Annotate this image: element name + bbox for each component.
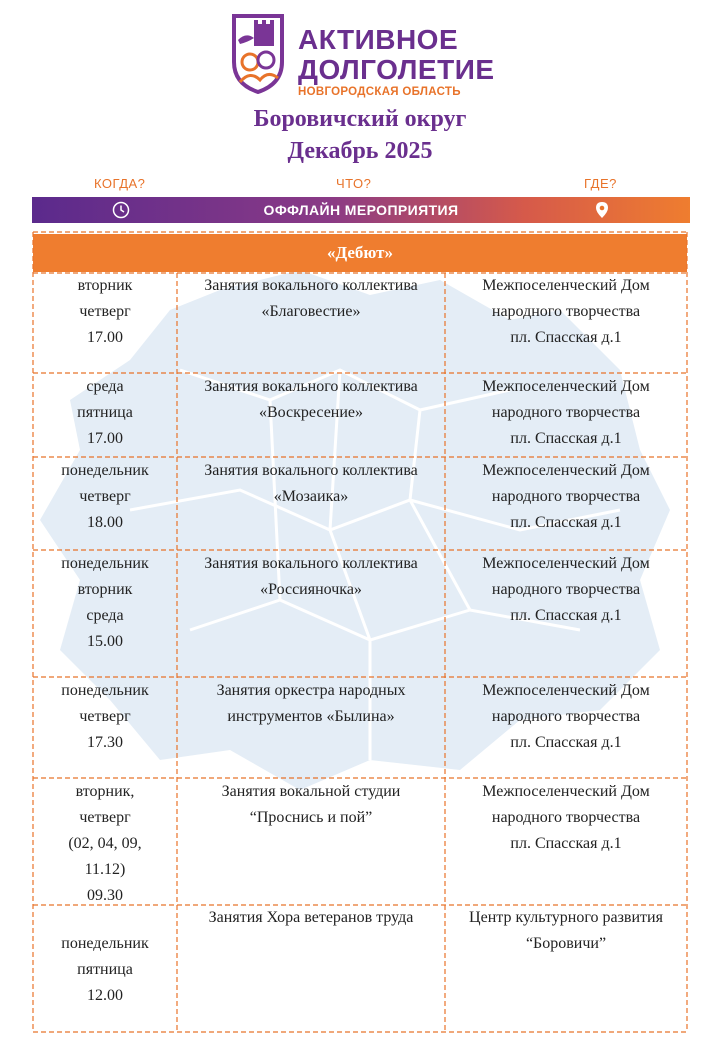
row-6-what-line: Занятия вокальной студии	[221, 783, 401, 800]
district-title: Боровичский округ	[253, 106, 467, 132]
row-5-what-line: инструментов «Былина»	[227, 708, 395, 725]
period-title: Декабрь 2025	[287, 138, 433, 164]
row-4-what	[178, 551, 444, 603]
row-5-what	[178, 678, 444, 730]
row-2-what	[178, 374, 444, 426]
row-4-what-line: Занятия вокального коллектива	[204, 555, 418, 572]
row-6-where-line: народного творчества	[491, 809, 641, 826]
row-5-when-line: четверг	[79, 708, 131, 725]
row-6-when-line: вторник,	[75, 783, 135, 800]
row-3-when-line: четверг	[79, 488, 131, 505]
row-1-where-line: Межпоселенческий Дом	[482, 277, 650, 294]
row-1-where-line: пл. Спасская д.1	[510, 329, 622, 346]
row-5-when	[34, 678, 176, 756]
logo-line-3: НОВГОРОДСКАЯ ОБЛАСТЬ	[298, 86, 461, 98]
logo-emblem-icon	[228, 10, 288, 94]
row-7-what-line: Занятия Хора ветеранов труда	[208, 909, 414, 926]
row-3-when-line: 18.00	[87, 514, 123, 531]
band-label: ОФФЛАЙН МЕРОПРИЯТИЯ	[263, 202, 459, 218]
location-pin-icon	[595, 201, 609, 219]
row-1-where-line: народного творчества	[491, 303, 641, 320]
row-3-when	[34, 458, 176, 536]
row-1-when-line: 17.00	[87, 329, 123, 346]
row-6-when-line: 09.30	[87, 887, 123, 904]
row-1-where	[446, 273, 686, 351]
row-7-when	[34, 931, 176, 1009]
row-5-where	[446, 678, 686, 756]
row-6-when	[34, 779, 176, 909]
row-3-where-line: пл. Спасская д.1	[510, 514, 622, 531]
row-5-where-line: Межпоселенческий Дом	[482, 682, 650, 699]
row-7-where-line: Центр культурного развития	[469, 909, 663, 926]
row-1-when	[34, 273, 176, 351]
row-7-when-line: пятница	[77, 961, 133, 978]
row-5-when-line: понедельник	[61, 682, 149, 699]
row-2-when-line: пятница	[77, 404, 133, 421]
row-4-where	[446, 551, 686, 629]
row-6-when-line: четверг	[79, 809, 131, 826]
logo-line-2: ДОЛГОЛЕТИЕ	[298, 54, 495, 85]
logo-line-1: АКТИВНОЕ	[298, 24, 459, 55]
row-3-where	[446, 458, 686, 536]
row-4-where-line: пл. Спасская д.1	[510, 607, 622, 624]
row-1-when-line: четверг	[79, 303, 131, 320]
section-debut-header: «Дебют»	[33, 234, 687, 272]
row-1-what-line: «Благовестие»	[261, 303, 361, 320]
active-longevity-logo	[228, 10, 498, 96]
row-2-where	[446, 374, 686, 452]
column-header-what: ЧТО?	[336, 176, 372, 191]
offline-events-band	[32, 197, 690, 223]
row-2-when	[34, 374, 176, 452]
row-7-where-line: “Боровичи”	[525, 935, 607, 952]
row-4-what-line: «Россияночка»	[260, 581, 362, 598]
row-5-what-line: Занятия оркестра народных	[216, 682, 406, 699]
row-6-where	[446, 779, 686, 857]
row-2-what-line: «Воскресение»	[258, 404, 364, 421]
row-1-what	[178, 273, 444, 325]
row-1-when-line: вторник	[77, 277, 133, 294]
row-3-what-line: Занятия вокального коллектива	[204, 462, 418, 479]
row-3-what	[178, 458, 444, 510]
row-7-when-line: понедельник	[61, 935, 149, 952]
row-4-when	[34, 551, 176, 655]
row-5-where-line: пл. Спасская д.1	[510, 734, 622, 751]
row-2-what-line: Занятия вокального коллектива	[204, 378, 418, 395]
row-2-where-line: пл. Спасская д.1	[510, 430, 622, 447]
row-7-when-line: 12.00	[87, 987, 123, 1004]
row-7-what	[178, 905, 444, 931]
row-6-what-line: “Проснись и пой”	[249, 809, 373, 826]
row-2-where-line: Межпоселенческий Дом	[482, 378, 650, 395]
row-6-what	[178, 779, 444, 831]
row-4-when-line: вторник	[77, 581, 133, 598]
row-3-where-line: народного творчества	[491, 488, 641, 505]
row-1-what-line: Занятия вокального коллектива	[204, 277, 418, 294]
row-6-where-line: Межпоселенческий Дом	[482, 783, 650, 800]
row-5-where-line: народного творчества	[491, 708, 641, 725]
row-4-when-line: среда	[86, 607, 124, 624]
row-6-when-line: (02, 04, 09,	[68, 835, 142, 852]
row-2-when-line: 17.00	[87, 430, 123, 447]
row-4-when-line: понедельник	[61, 555, 149, 572]
row-4-when-line: 15.00	[87, 633, 123, 650]
row-2-where-line: народного творчества	[491, 404, 641, 421]
row-6-when-line: 11.12)	[84, 861, 126, 878]
row-6-where-line: пл. Спасская д.1	[510, 835, 622, 852]
row-5-when-line: 17.30	[87, 734, 123, 751]
row-7-where	[446, 905, 686, 957]
row-4-where-line: народного творчества	[491, 581, 641, 598]
row-3-what-line: «Мозаика»	[273, 488, 349, 505]
column-header-where: ГДЕ?	[584, 176, 617, 191]
row-4-where-line: Межпоселенческий Дом	[482, 555, 650, 572]
column-header-when: КОГДА?	[94, 176, 146, 191]
row-2-when-line: среда	[86, 378, 124, 395]
row-3-when-line: понедельник	[61, 462, 149, 479]
row-3-where-line: Межпоселенческий Дом	[482, 462, 650, 479]
